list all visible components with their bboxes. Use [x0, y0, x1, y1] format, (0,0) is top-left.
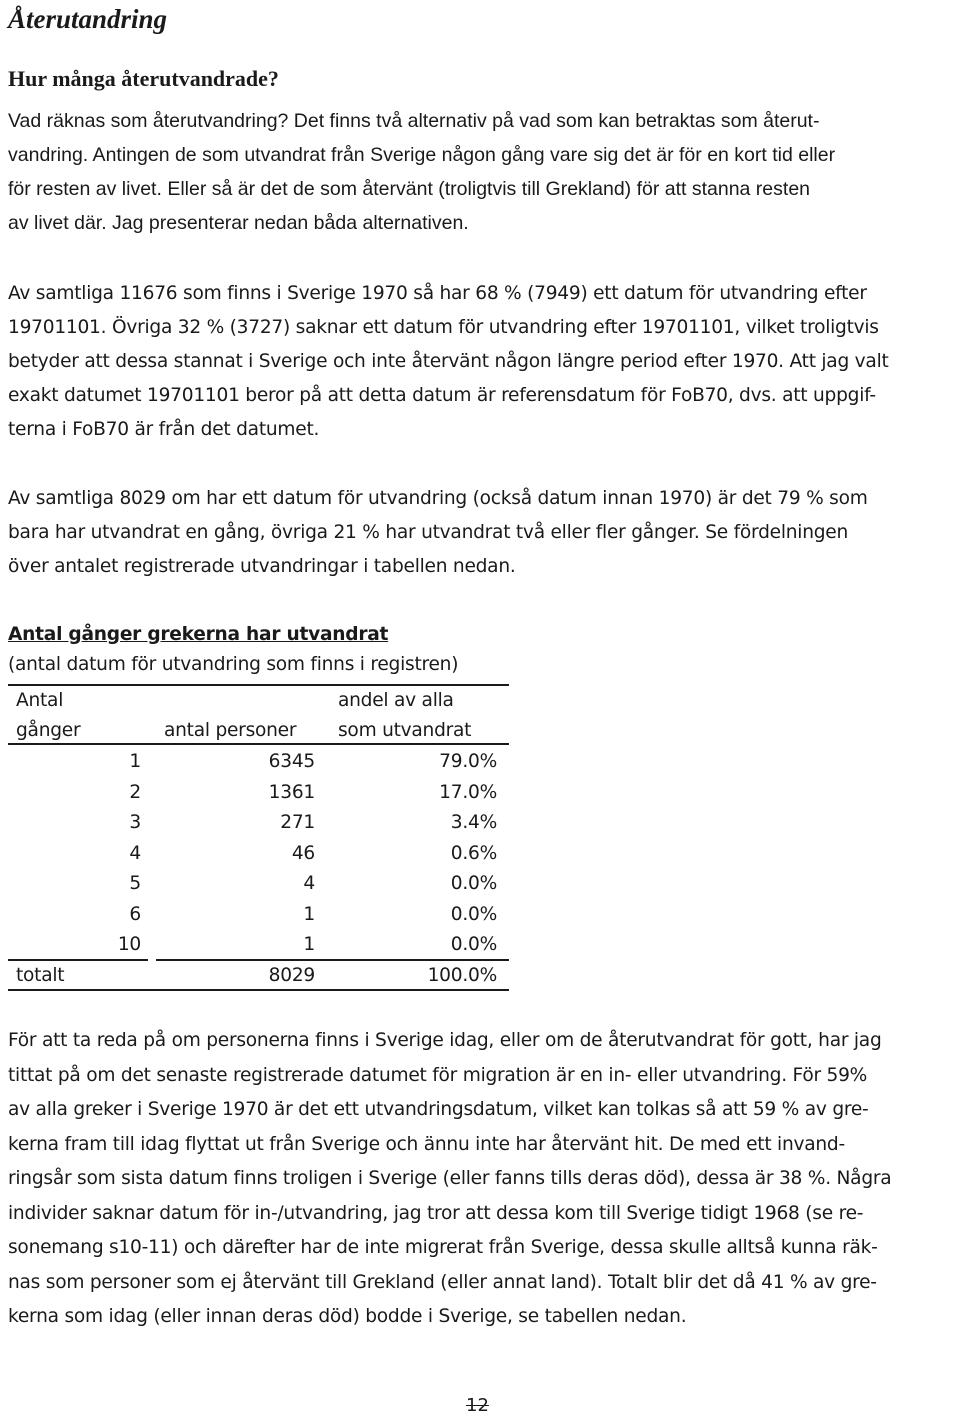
text-line: kerna som idag (eller innan deras död) bodde i Sverige, se tabellen nedan. — [8, 1306, 687, 1327]
text-line: kerna fram till idag flyttat ut från Sverige och ännu inte har återvänt hit. De med ett invand- — [8, 1133, 845, 1155]
table-header-rule — [8, 743, 509, 745]
header-cell: som utvandrat — [338, 720, 472, 741]
persons-cell: 46 — [291, 842, 315, 864]
header-cell: andel av alla — [338, 690, 454, 711]
emigration-table — [8, 684, 509, 990]
times-cell: 5 — [129, 873, 141, 894]
text-line: bara har utvandrat en gång, övriga 21 % har utvandrat två eller fler gånger. Se fördelningen — [8, 522, 849, 543]
table-subtitle: (antal datum för utvandring som finns i registren) — [8, 654, 459, 675]
text-line: över antalet registrerade utvandringar i tabellen nedan. — [8, 556, 516, 577]
persons-cell: 1 — [303, 903, 315, 925]
text-line: av alla greker i Sverige 1970 är det ett utvandringsdatum, vilket kan tolkas så att 59 % av gre- — [8, 1099, 869, 1120]
page-number: 12 — [466, 1395, 489, 1416]
times-cell: 2 — [129, 781, 141, 803]
text-line: Av samtliga 11676 som finns i Sverige 1970 så har 68 % (7949) ett datum för utvandring efter — [8, 283, 867, 304]
times-cell: 4 — [129, 842, 141, 864]
share-cell: 0.6% — [450, 842, 497, 864]
persons-cell: 1 — [303, 934, 315, 955]
text-line: terna i FoB70 är från det datumet. — [8, 419, 320, 440]
header-cell: gånger — [16, 720, 81, 741]
text-line: vandring. Antingen de som utvandrat från Sverige någon gång vare sig det är för en kort tid eller — [8, 144, 836, 166]
persons-cell: 271 — [280, 812, 315, 833]
text-line: För att ta reda på om personerna finns i Sverige idag, eller om de återutvandrat för gott, har jag — [8, 1030, 882, 1051]
share-cell: 3.4% — [450, 812, 497, 833]
persons-cell: 6345 — [268, 751, 315, 772]
section-heading: Hur många återutvandrade? — [8, 66, 279, 91]
text-line: tittat på om det senaste registrerade datumet för migration är en in- eller utvandring. För 59% — [8, 1064, 868, 1086]
text-line: sonemang s10-11) och därefter har de inte migrerat från Sverige, dessa skulle alltså kunna räk- — [8, 1237, 878, 1258]
times-cell: 3 — [129, 812, 141, 833]
text-line: Av samtliga 8029 om har ett datum för utvandring (också datum innan 1970) är det 79 % som — [8, 488, 868, 509]
header-cell: antal personer — [164, 720, 297, 741]
times-cell: 6 — [129, 903, 141, 925]
total-label: totalt — [16, 965, 65, 986]
share-cell: 0.0% — [450, 934, 497, 955]
text-line: nas som personer som ej återvänt till Grekland (eller annat land). Totalt blir det då 41 % av gre- — [8, 1271, 877, 1293]
persons-cell: 8029 — [268, 965, 315, 986]
text-line: betyder att dessa stannat i Sverige och inte återvänt någon längre period efter 1970. Att jag valt — [8, 351, 889, 372]
text-line: exakt datumet 19701101 beror på att detta datum är referensdatum för FoB70, dvs. att uppgif- — [8, 385, 876, 406]
text-line: 19701101. Övriga 32 % (3727) saknar ett datum för utvandring efter 19701101, vilket troligtvis — [8, 317, 879, 338]
share-cell: 17.0% — [439, 781, 497, 803]
table-title: Antal gånger grekerna har utvandrat — [8, 624, 389, 645]
share-cell: 0.0% — [450, 903, 497, 925]
share-cell: 79.0% — [439, 751, 497, 772]
text-line: av livet där. Jag presenterar nedan båda alternativen. — [8, 212, 469, 234]
text-line: individer saknar datum för in-/utvandring, jag tror att dessa kom till Sverige tidigt 1968 (se re- — [8, 1202, 864, 1224]
share-cell: 0.0% — [450, 873, 497, 894]
persons-cell: 1361 — [268, 781, 315, 803]
text-line: för resten av livet. Eller så är det de som återvänt (troligtvis till Grekland) för att stanna resten — [8, 178, 811, 200]
page-heading: Återutandring — [8, 4, 168, 34]
text-line: ringsår som sista datum finns troligen i Sverige (eller fanns tills deras död), dessa är 38 %. Några — [8, 1168, 892, 1189]
times-cell: 10 — [117, 934, 141, 955]
persons-cell: 4 — [303, 873, 315, 894]
table-bottom-rule — [8, 989, 509, 991]
header-cell: Antal — [16, 690, 64, 711]
share-cell: 100.0% — [427, 965, 497, 986]
text-line: Vad räknas som återutvandring? Det finns två alternativ på vad som kan betraktas som återut- — [8, 110, 820, 132]
times-cell: 1 — [129, 751, 141, 772]
